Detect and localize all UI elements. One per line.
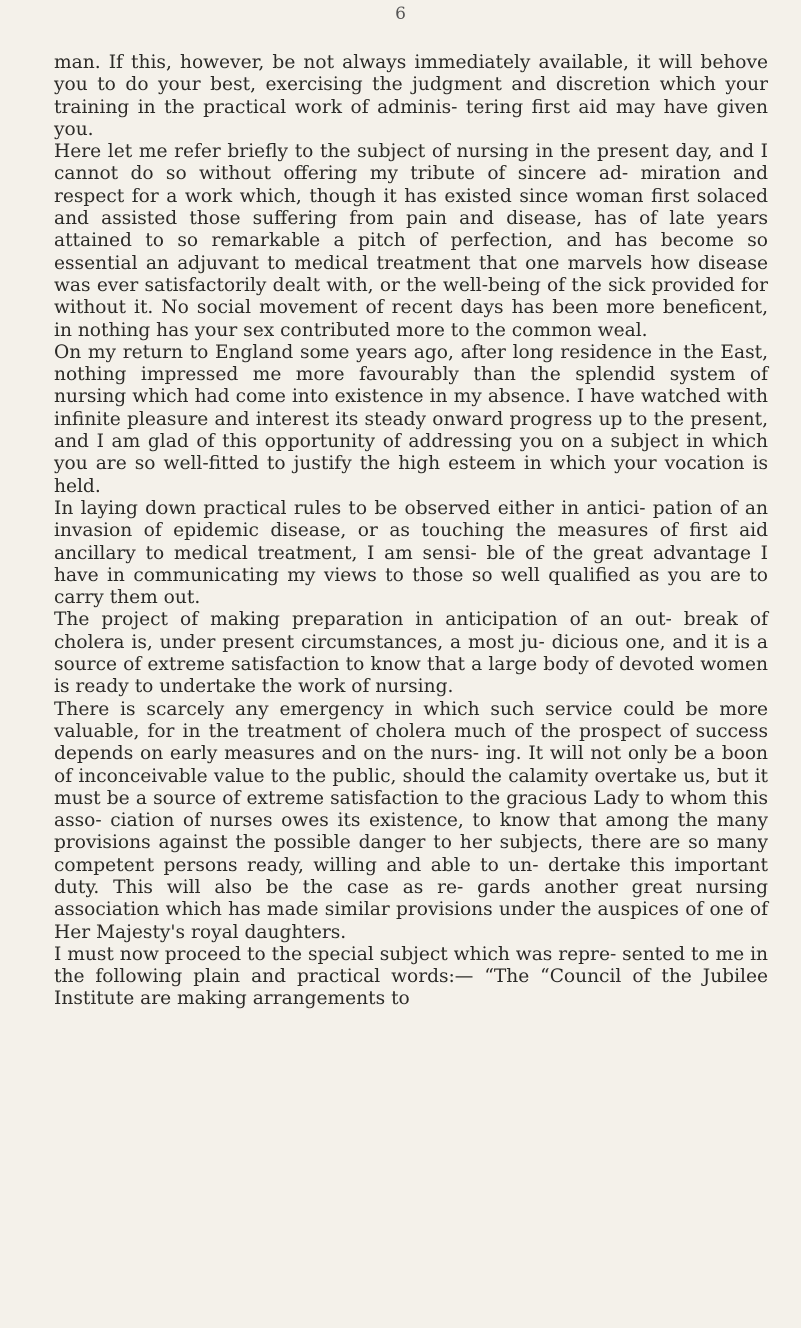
paragraph-2: Here let me refer briefly to the subject of nursing in the present day, and I cannot do so without offering my tribute of sincere ad- miration and respect for a work which, though it has existed since woman first solaced and assisted those suffering from pain and disease, has of late years attained to so remarkable a pitch of perfection, and has become so essential an adjuvant to medical treatment that one marvels how disease was ever satisfactorily dealt with, or the well-being of the sick provided for without it. No social movement of recent days has been more beneficent, in nothing has your sex contributed more to the common weal.: [54, 141, 768, 341]
paragraph-5: The project of making preparation in anticipation of an out- break of cholera is, under present circumstances, a most ju- dicious one, and it is a source of extreme satisfaction to know that a large body of devoted women is ready to undertake the work of nursing.: [54, 609, 768, 698]
page-number: 6: [395, 4, 406, 24]
body-text: [54, 52, 768, 1011]
paragraph-1: man. If this, however, be not always immediately available, it will behove you to do your best, exercising the judgment and discretion which your training in the practical work of adminis- tering first aid may have given you.: [54, 52, 768, 140]
paragraph-7: I must now proceed to the special subject which was repre- sented to me in the following plain and practical words:— “The “Council of the Jubilee Institute are making arrangements to: [54, 943, 768, 1010]
paragraph-6: There is scarcely any emergency in which such service could be more valuable, for in the treatment of cholera much of the prospect of success depends on early measures and on the nurs- ing. It will not only be a boon of inconceivable value to the public, should the calamity overtake us, but it must be a source of extreme satisfaction to the gracious Lady to whom this asso- ciation of nurses owes its existence, to know that among the many provisions against the possible danger to her subjects, there are so many competent persons ready, willing and able to un- dertake this important duty. This will also be the case as re- gards another great nursing association which has made similar provisions under the auspices of one of Her Majesty's royal daughters.: [54, 698, 768, 943]
paragraph-3: On my return to England some years ago, after long residence in the East, nothing impressed me more favourably than the splendid system of nursing which had come into existence in my absence. I have watched with infinite pleasure and interest its steady onward progress up to the present, and I am glad of this opportunity of addressing you on a subject in which you are so well-fitted to justify the high esteem in which your vocation is held.: [54, 341, 768, 497]
paragraph-4: In laying down practical rules to be observed either in antici- pation of an invasion of epidemic disease, or as touching the measures of first aid ancillary to medical treatment, I am sensi- ble of the great advantage I have in communicating my views to those so well qualified as you are to carry them out.: [54, 497, 768, 609]
